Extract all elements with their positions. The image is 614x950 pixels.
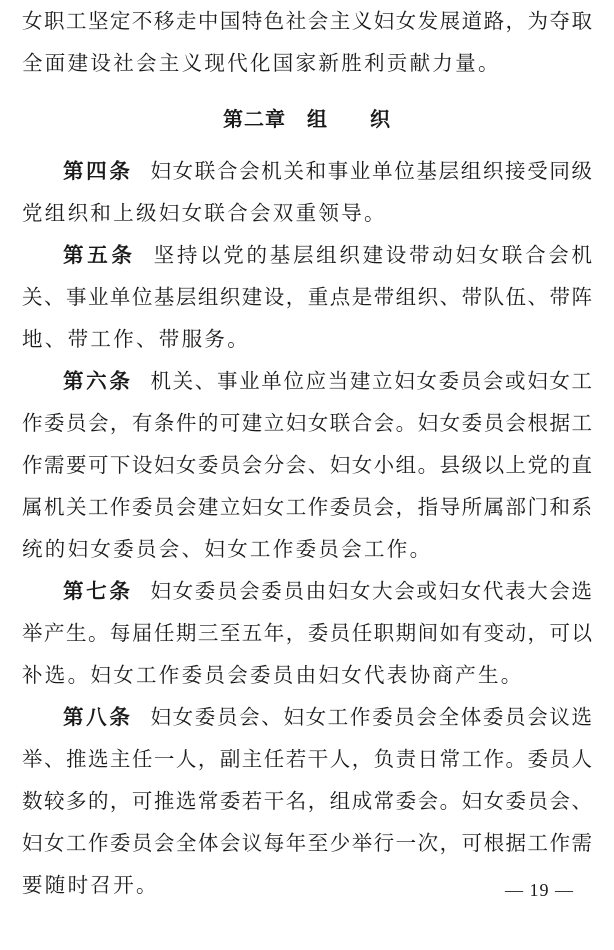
article-line: 统的妇女委员会、妇女工作委员会工作。: [22, 537, 433, 561]
article-line: 举、推选主任一人，副主任若干人，负责日常工作。委员人: [22, 747, 592, 771]
article-line: 地、带工作、带服务。: [22, 327, 250, 351]
article-text: 妇女联合会机关和事业单位基层组织接受同级: [150, 159, 593, 183]
article-first-line: [22, 234, 592, 276]
article-line: 属机关工作委员会建立妇女工作委员会，指导所属部门和系: [22, 495, 592, 519]
article-line: 数较多的，可推选常委若干名，组成常委会。妇女委员会、: [22, 789, 592, 813]
article-first-line: [22, 570, 592, 612]
article-line: 关、事业单位基层组织建设，重点是带组织、带队伍、带阵: [22, 285, 592, 309]
chapter-heading: 第二章 组 织: [223, 107, 391, 131]
article-line: 党组织和上级妇女联合会双重领导。: [22, 201, 387, 225]
page-number: — 19 —: [505, 880, 574, 900]
article-line: 妇女工作委员会全体会议每年至少举行一次，可根据工作需: [22, 831, 592, 855]
article-line: 补选。妇女工作委员会委员由妇女代表协商产生。: [22, 663, 524, 687]
intro-line-2: 全面建设社会主义现代化国家新胜利贡献力量。: [22, 51, 501, 75]
article-line: 作委员会，有条件的可建立妇女联合会。妇女委员会根据工: [22, 411, 592, 435]
article-line: 举产生。每届任期三至五年，委员任职期间如有变动，可以: [22, 621, 592, 645]
document-page: [22, 0, 592, 906]
article-line: 作需要可下设妇女委员会分会、妇女小组。县级以上党的直: [22, 453, 592, 477]
article-5: [22, 234, 592, 360]
article-text: 妇女委员会委员由妇女大会或妇女代表大会选: [150, 579, 593, 603]
article-first-line: [22, 360, 592, 402]
article-first-line: [22, 150, 592, 192]
article-text: 妇女委员会、妇女工作委员会全体委员会议选: [150, 705, 593, 729]
article-label: 第四条: [63, 159, 133, 183]
article-text: 坚持以党的基层组织建设带动妇女联合会机: [153, 243, 593, 267]
article-6: [22, 360, 592, 570]
article-7: [22, 570, 592, 696]
article-label: 第八条: [63, 705, 133, 729]
article-label: 第七条: [63, 579, 133, 603]
article-first-line: [22, 696, 592, 738]
article-8: [22, 696, 592, 906]
article-line: 要随时召开。: [22, 873, 159, 897]
article-label: 第六条: [63, 369, 133, 393]
article-text: 机关、事业单位应当建立妇女委员会或妇女工: [150, 369, 593, 393]
intro-line-1: 女职工坚定不移走中国特色社会主义妇女发展道路，为夺取: [22, 9, 592, 33]
article-label: 第五条: [63, 243, 136, 267]
article-4: [22, 150, 592, 234]
